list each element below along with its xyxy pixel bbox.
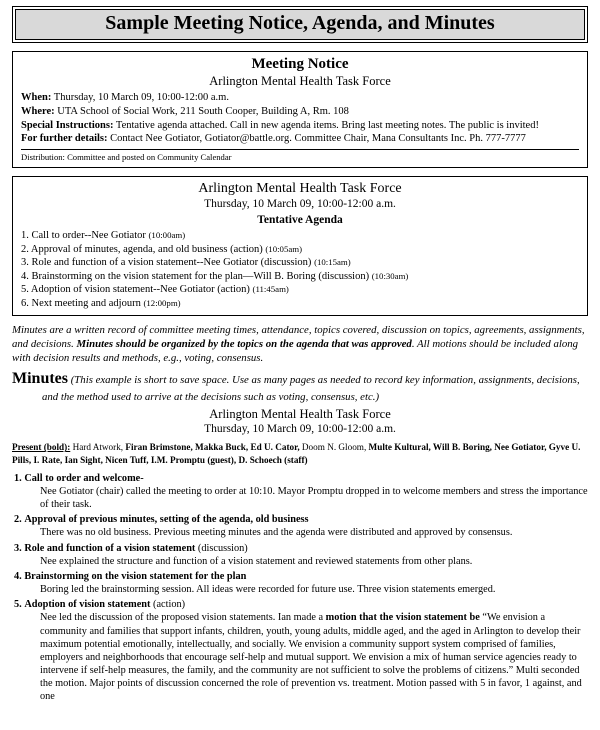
section-body-text: Nee Gotiator (chair) called the meeting to order at 10:10. Mayor Promptu dropped in to welcome members and stress the importance of their task. bbox=[40, 485, 588, 511]
minutes-section-body bbox=[12, 526, 588, 539]
agenda-item-6 bbox=[21, 297, 579, 311]
field-label-special-instructions: Special Instructions: bbox=[21, 119, 114, 131]
minutes-datetime: Thursday, 10 March 09, 10:00-12:00 a.m. bbox=[204, 422, 396, 435]
agenda-item-time: (10:15am) bbox=[314, 257, 351, 268]
section-number: 3. bbox=[14, 542, 22, 554]
notice-divider bbox=[21, 149, 579, 150]
section-heading-text: Approval of previous minutes, setting of the agenda, old business bbox=[24, 514, 309, 526]
section-body-text: Boring led the brainstorming session. All ideas were recorded for future use. Three vision statements emerged. bbox=[40, 584, 496, 596]
minutes-section-body bbox=[12, 611, 588, 703]
present-names-bold-1: Firan Brimstone, Makka Buck, Ed U. Cator, bbox=[125, 442, 300, 453]
minutes-section-heading bbox=[12, 570, 588, 583]
field-label-when: When: bbox=[21, 92, 52, 104]
agenda-item-time: (10:30am) bbox=[371, 270, 409, 281]
minutes-section-heading bbox=[12, 542, 588, 555]
section-body-text: Nee led the discussion of the proposed vision statements. Ian made a bbox=[40, 612, 326, 624]
minutes-section-heading bbox=[12, 513, 588, 526]
field-label-further-details: For further details: bbox=[21, 133, 108, 145]
agenda-item-text: 1. Call to order--Nee Gotiator bbox=[21, 229, 149, 241]
field-label-where: Where: bbox=[21, 106, 55, 118]
attendees-paragraph bbox=[12, 441, 588, 465]
field-value-special-instructions: Tentative agenda attached. Call in new agenda items. Bring last meeting notes. The public is invited! bbox=[113, 119, 539, 131]
field-value-where: UTA School of Social Work, 211 South Cooper, Building A, Rm. 108 bbox=[54, 106, 349, 118]
section-heading-suffix: (discussion) bbox=[195, 542, 248, 554]
notice-field-where bbox=[21, 105, 579, 119]
field-value-when: Thursday, 10 March 09, 10:00-12:00 a.m. bbox=[51, 92, 229, 104]
minutes-definition-text-2: . All motions should be included along with decision results and methods, e.g., voting, consensus. bbox=[12, 337, 579, 364]
agenda-item-text: 2. Approval of minutes, agenda, and old business (action) bbox=[21, 243, 266, 255]
notice-field-further-details bbox=[21, 132, 579, 146]
agenda-organization: Arlington Mental Health Task Force bbox=[198, 180, 402, 196]
minutes-section-4 bbox=[12, 570, 588, 596]
agenda-item-time: (11:45am) bbox=[252, 284, 289, 295]
agenda-section bbox=[12, 176, 588, 316]
section-heading-suffix: (action) bbox=[150, 599, 186, 611]
present-names-regular-1: Hard Atwork, bbox=[70, 442, 126, 453]
agenda-item-text: 6. Next meeting and adjourn bbox=[21, 298, 144, 310]
agenda-item-2 bbox=[21, 243, 579, 257]
minutes-title: Minutes bbox=[12, 369, 68, 387]
section-heading-text: Role and function of a vision statement bbox=[24, 542, 196, 554]
notice-distribution: Distribution: Committee and posted on Community Calendar bbox=[21, 151, 232, 162]
agenda-item-time: (10:05am) bbox=[265, 243, 303, 254]
document-banner bbox=[12, 6, 588, 43]
minutes-section-1 bbox=[12, 472, 588, 512]
notice-organization: Arlington Mental Health Task Force bbox=[209, 73, 391, 88]
minutes-definition-text: Minutes are a written record of committee meeting times, attendance, topics covered, discussion on topics, agreements, assignments, and decisions. bbox=[12, 323, 585, 350]
section-number: 5. bbox=[14, 599, 22, 611]
meeting-notice-section bbox=[12, 51, 588, 168]
present-label: Present (bold): bbox=[12, 442, 71, 453]
minutes-organization: Arlington Mental Health Task Force bbox=[209, 406, 391, 421]
minutes-section-body bbox=[12, 583, 588, 596]
minutes-section-body bbox=[12, 555, 588, 568]
minutes-definition-bold-text: Minutes should be organized by the topics on the agenda that was approved bbox=[76, 337, 412, 350]
minutes-heading bbox=[12, 369, 588, 404]
minutes-section-heading bbox=[12, 598, 588, 611]
present-names-regular-2: Doom N. Gloom, bbox=[299, 442, 369, 453]
agenda-item-time: (12:00pm) bbox=[143, 298, 181, 309]
section-heading-text: Brainstorming on the vision statement for the plan bbox=[24, 570, 247, 582]
section-number: 2. bbox=[14, 514, 22, 526]
section-heading-text: Call to order and welcome- bbox=[24, 472, 144, 484]
agenda-item-5 bbox=[21, 283, 579, 297]
agenda-item-3 bbox=[21, 256, 579, 270]
notice-field-when bbox=[21, 91, 579, 105]
section-body-bold: motion that the vision statement be bbox=[325, 612, 480, 624]
minutes-note: (This example is short to save space. Use as many pages as needed to record key information, assignments, decisions, and the method used to arrive at the decisions such as voting, consensus, etc.) bbox=[42, 373, 580, 403]
section-body-text: Nee explained the structure and function of a vision statement and reviewed statements from other plans. bbox=[40, 555, 473, 567]
section-body-text-2: “We envision a community and families that support infants, children, youth, young adults, middle aged, and the aged in Arlington to develop their maximum potential emotionally, intellectually, and socially. We envision a community support system comprised of families, employers and neighborhoods that encourage self-help and mutual support. We envision a mix of human service agencies ready to intervene if self-help measures, the family, and the community are not sufficient to solve the problems of citizens.” Multi seconded the motion. Major points of discussion concerned the role of prevention vs. treatment. Motion passed with 5 in favor, 1 against, and one bbox=[40, 612, 582, 703]
present-names-bold-2: Multe Kultural, Will B. Boring, Nee Gotiator, Gyve U. Pills, I. Rate, Ian Sight, Nicen Tuff, I.M. Promptu (guest), D. Schoech (staff) bbox=[12, 442, 581, 465]
agenda-item-4 bbox=[21, 270, 579, 284]
section-number: 1. bbox=[14, 472, 22, 484]
minutes-section-5 bbox=[12, 598, 588, 703]
agenda-datetime: Thursday, 10 March 09, 10:00-12:00 a.m. bbox=[204, 198, 396, 211]
agenda-item-1 bbox=[21, 229, 579, 243]
notice-title: Meeting Notice bbox=[251, 56, 349, 72]
section-number: 4. bbox=[14, 570, 22, 582]
section-heading-text: Adoption of vision statement bbox=[24, 599, 151, 611]
minutes-section-2 bbox=[12, 513, 588, 539]
notice-field-special-instructions bbox=[21, 119, 579, 133]
minutes-definition-paragraph bbox=[12, 323, 588, 365]
agenda-item-text: 3. Role and function of a vision statement--Nee Gotiator (discussion) bbox=[21, 257, 315, 269]
agenda-item-text: 4. Brainstorming on the vision statement for the plan—Will B. Boring (discussion) bbox=[21, 270, 372, 282]
agenda-item-time: (10:00am) bbox=[148, 229, 186, 240]
minutes-section-heading bbox=[12, 472, 588, 485]
document-banner-title: Sample Meeting Notice, Agenda, and Minutes bbox=[15, 9, 585, 40]
minutes-section-3 bbox=[12, 542, 588, 568]
agenda-title: Tentative Agenda bbox=[257, 213, 343, 226]
section-body-text: There was no old business. Previous meeting minutes and the agenda were distributed and approved by consensus. bbox=[40, 527, 513, 539]
agenda-item-text: 5. Adoption of vision statement--Nee Gotiator (action) bbox=[21, 284, 253, 296]
field-value-further-details: Contact Nee Gotiator, Gotiator@battle.org. Committee Chair, Mana Consultants Inc. Ph. 777-7777 bbox=[107, 133, 526, 145]
minutes-section-body bbox=[12, 485, 588, 511]
